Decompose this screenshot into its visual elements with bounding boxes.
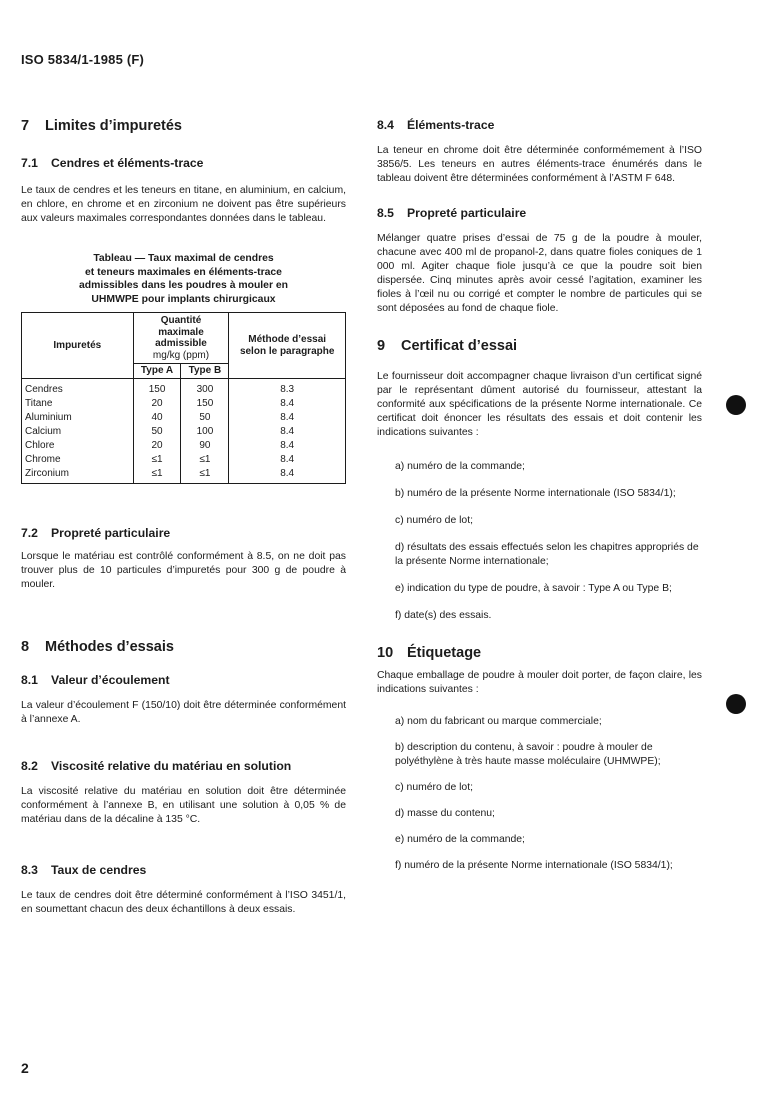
- cell-type-b: ≤1: [181, 467, 229, 484]
- section-7-2-heading: 7.2 Propreté particulaire: [21, 526, 171, 540]
- cell-impurity: Calcium: [22, 425, 134, 439]
- cell-impurity: Chrome: [22, 453, 134, 467]
- section-8-1-heading: 8.1 Valeur d’écoulement: [21, 673, 170, 687]
- list-item: c) numéro de lot;: [395, 782, 473, 793]
- cell-type-a: 150: [133, 379, 181, 397]
- section-8-4-text: La teneur en chrome doit être déterminée conformémement à l’ISO 3856/5. Les teneurs en autres éléments-trace énumérés dans le tableau doivent être déterminées conformément à l’ASTM F 648.: [377, 145, 702, 184]
- cell-impurity: Aluminium: [22, 411, 134, 425]
- cell-method: 8.4: [229, 439, 346, 453]
- cell-type-a: ≤1: [133, 467, 181, 484]
- table-row: [22, 453, 346, 467]
- list-item: c) numéro de lot;: [395, 515, 473, 526]
- cell-type-b: 150: [181, 397, 229, 411]
- document-id: ISO 5834/1-1985 (F): [21, 52, 145, 67]
- cell-type-b: ≤1: [181, 453, 229, 467]
- section-8-3-text: Le taux de cendres doit être déterminé conformément à l’ISO 3451/1, en soumettant chacun des deux échantillons à deux essais.: [21, 890, 346, 915]
- col-header-type-b: Type B: [181, 364, 229, 379]
- page-number: 2: [21, 1060, 29, 1076]
- section-9-heading: 9 Certificat d’essai: [377, 338, 518, 354]
- col-header-impuretes: Impuretés: [22, 313, 134, 379]
- section-9-text: Le fournisseur doit accompagner chaque livraison d’un certificat signé par le représentant dûment autorisé du fournisseur, attestant la conformité aux spécifications de la présente Norme internationale. Ce certificat doit énoncer les résultats des essais et doit contenir les indications suivantes :: [377, 371, 702, 438]
- cell-method: 8.4: [229, 425, 346, 439]
- section-10-text: Chaque emballage de poudre à mouler doit porter, de façon claire, les indications suivantes :: [377, 670, 702, 695]
- list-item: f) date(s) des essais.: [395, 610, 492, 621]
- list-item: b) numéro de la présente Norme internationale (ISO 5834/1);: [395, 488, 676, 499]
- list-item: d) résultats des essais effectués selon les chapitres appropriés de la présente Norme internationale;: [395, 542, 699, 567]
- cell-method: 8.3: [229, 379, 346, 397]
- cell-type-b: 100: [181, 425, 229, 439]
- list-item: a) nom du fabricant ou marque commerciale;: [395, 716, 602, 727]
- table-row: [22, 425, 346, 439]
- right-column: [377, 118, 702, 873]
- cell-method: 8.4: [229, 453, 346, 467]
- cell-impurity: Cendres: [22, 379, 134, 397]
- cell-method: 8.4: [229, 411, 346, 425]
- table-row: [22, 397, 346, 411]
- impurities-table: [21, 312, 346, 484]
- list-item: d) masse du contenu;: [395, 808, 495, 819]
- cell-impurity: Chlore: [22, 439, 134, 453]
- list-item: b) description du contenu, à savoir : poudre à mouler de polyéthylène à très haute masse moléculaire (UHMWPE);: [395, 742, 661, 767]
- change-marker-icon: [726, 395, 746, 415]
- table-row: [22, 439, 346, 453]
- section-8-heading: 8 Méthodes d’essais: [21, 639, 174, 655]
- section-7-1-heading: 7.1 Cendres et éléments-trace: [21, 156, 204, 170]
- cell-method: 8.4: [229, 467, 346, 484]
- section-8-2-heading: 8.2 Viscosité relative du matériau en solution: [21, 759, 292, 773]
- list-item: e) numéro de la commande;: [395, 834, 525, 845]
- table-row: [22, 467, 346, 484]
- table-row: [22, 411, 346, 425]
- section-7-2-text: Lorsque le matériau est contrôlé conformément à 8.5, on ne doit pas trouver plus de 10 particules d’impuretés pour 300 g de poudre à mouler.: [21, 551, 346, 590]
- section-7-1-text: Le taux de cendres et les teneurs en titane, en aluminium, en calcium, en chlore, en chrome et en zirconium ne doivent pas être supérieurs aux valeurs maximales correspondantes données dans le tableau.: [21, 185, 346, 224]
- col-header-type-a: Type A: [133, 364, 181, 379]
- table-caption: Tableau — Taux maximal de cendres et teneurs maximales en éléments-trace admissibles dans les poudres à mouler en UHMWPE pour implants chirurgicaux: [78, 253, 289, 305]
- cell-type-a: 20: [133, 439, 181, 453]
- change-marker-icon: [726, 694, 746, 714]
- col-header-quantity: Quantité maximale admissible mg/kg (ppm): [133, 313, 229, 364]
- section-8-2-text: La viscosité relative du matériau en solution doit être déterminée conformément à l’annexe B, en utilisant une solution à 0,05 % de matériau dans de la décaline à 135 °C.: [21, 786, 346, 825]
- cell-type-a: 20: [133, 397, 181, 411]
- section-8-4-heading: 8.4 Éléments-trace: [377, 118, 495, 132]
- list-item: a) numéro de la commande;: [395, 461, 525, 472]
- list-item: f) numéro de la présente Norme internationale (ISO 5834/1);: [395, 860, 673, 871]
- table-row: [22, 379, 346, 397]
- section-10-heading: 10 Étiquetage: [377, 645, 482, 661]
- section-8-5-text: Mélanger quatre prises d’essai de 75 g de la poudre à mouler, chacune avec 400 ml de propanol-2, dans quatre fioles coniques de 1 000 ml. Agiter chaque fiole jusqu’à ce que la poudre soit bien dispersée. Cinq minutes après avoir cessé l’agitation, examiner les fioles à l’œil nu ou corrigé et compter le nombre de particules qui se sont déposées au fond de chaque fiole.: [377, 233, 702, 314]
- left-column: [21, 118, 346, 917]
- cell-type-a: ≤1: [133, 453, 181, 467]
- cell-type-a: 40: [133, 411, 181, 425]
- cell-type-b: 90: [181, 439, 229, 453]
- section-8-5-heading: 8.5 Propreté particulaire: [377, 206, 527, 220]
- list-item: e) indication du type de poudre, à savoir : Type A ou Type B;: [395, 583, 672, 594]
- cell-impurity: Titane: [22, 397, 134, 411]
- cell-method: 8.4: [229, 397, 346, 411]
- section-8-1-text: La valeur d’écoulement F (150/10) doit être déterminée conformément à l’annexe A.: [21, 700, 346, 725]
- col-header-method: Méthode d’essai selon le paragraphe: [229, 313, 346, 379]
- cell-impurity: Zirconium: [22, 467, 134, 484]
- cell-type-b: 50: [181, 411, 229, 425]
- cell-type-a: 50: [133, 425, 181, 439]
- section-8-3-heading: 8.3 Taux de cendres: [21, 863, 147, 877]
- cell-type-b: 300: [181, 379, 229, 397]
- section-7-heading: 7 Limites d’impuretés: [21, 118, 182, 134]
